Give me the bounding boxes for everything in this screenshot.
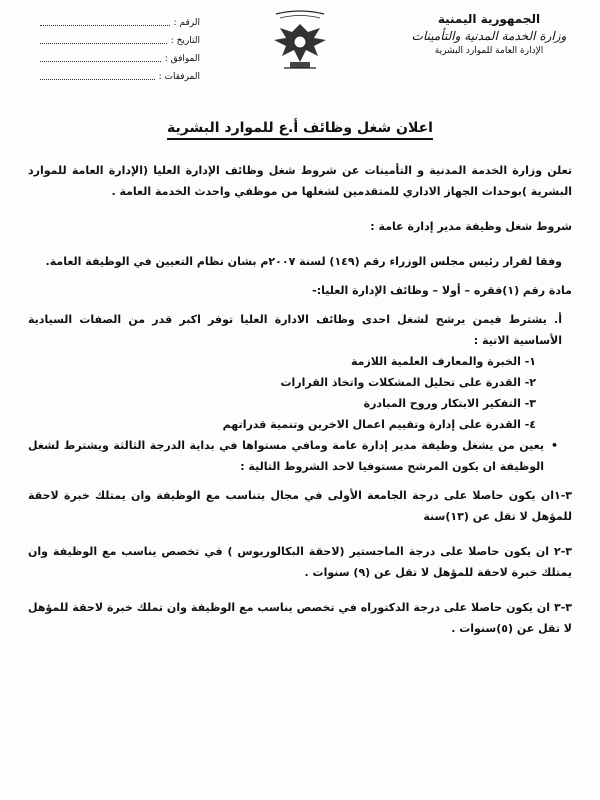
letterhead: [0, 0, 600, 100]
ref-corresponding-row: [40, 50, 200, 68]
country-name: الجمهورية اليمنية: [437, 12, 541, 26]
ref-corresponding-line: [40, 50, 161, 62]
ref-number-line: [40, 14, 170, 26]
appointment-bullet: • يعين من يشغل وظيفة مدير إدارة عامة ومافي مستواها في بداية الدرجة الثالثة ويشترط لشغل الوظيفة ان يكون المرشح مستوفيا لاحد الشروط التالية :: [28, 435, 572, 477]
quality-item: ٢- القدرة على تحليل المشكلات واتخاذ القرارات: [280, 376, 536, 389]
article-heading: مادة رقم (١)فقره – أولا – وظائف الإدارة العليا:-: [312, 284, 572, 297]
yemen-emblem-icon: [262, 6, 338, 76]
ref-date-line: [40, 32, 167, 44]
quality-item: ٣- التفكير الابتكار وروح المبادرة: [363, 397, 536, 410]
document-title: اعلان شغل وظائف أ.ع للموارد البشرية: [167, 120, 433, 140]
department-name: الإدارة العامة للموارد البشرية: [434, 46, 544, 56]
condition-item: ٣-١ان يكون حاصلا على درجة الجامعة الأولى في مجال يتناسب مع الوظيفة وان يمتلك خبرة لاحقة للمؤهل لا تقل عن (١٣)سنة: [28, 489, 572, 523]
condition-item: ٣-٢ ان يكون حاصلا على درجة الماجستير (لاحقة البكالوريوس ) في تخصص يناسب مع الوظيفة وان يمتلك خبرة لاحقة للمؤهل لا تقل عن (٩) سنوات .: [28, 545, 572, 579]
ref-number-label: الرقم :: [173, 18, 200, 28]
reference-fields: [40, 14, 200, 86]
ref-attachments-label: المرفقات :: [158, 72, 200, 82]
quality-item: ١- الخبرة والمعارف العلمية اللازمة: [350, 355, 536, 368]
decree-paragraph: وفقا لقرار رئيس مجلس الوزراء رقم (١٤٩) لسنة ٢٠٠٧م بشان نظام التعيين في الوظيفة العامة.: [45, 255, 562, 268]
condition-item: ٣-٣ ان يكون حاصلا على درجة الدكتوراه في تخصص يناسب مع الوظيفة وان تملك خبرة لاحقة للمؤهل لا تقل عن (٥)سنوات .: [28, 601, 572, 635]
ref-attachments-row: [40, 68, 200, 86]
quality-item: ٤- القدرة على إدارة وتقييم اعمال الاخرين وتنمية قدراتهم: [222, 418, 536, 431]
clause-a: أ. يشترط فيمن يرشح لشغل احدى وظائف الادارة العليا توفر اكبر قدر من الصفات السيادية الأساسية الاتية :: [28, 313, 562, 347]
ref-date-label: التاريخ :: [170, 36, 200, 46]
ministry-header: [404, 12, 574, 56]
document-body: [28, 160, 572, 639]
document-title-wrap: [0, 120, 600, 136]
ministry-name: وزارة الخدمة المدنية والتأمينات: [411, 29, 567, 43]
ref-corresponding-label: الموافق :: [164, 54, 200, 64]
ref-date-row: [40, 32, 200, 50]
ref-number-row: [40, 14, 200, 32]
ref-attachments-line: [40, 68, 155, 80]
intro-paragraph: تعلن وزارة الخدمة المدنية و التأمينات عن شروط شغل وظائف الإدارة العليا (الإدارة العامة للموارد البشرية )بوحدات الجهاز الاداري للمتقدمين لشغلها من موظفي واحدث الخدمة العامة .: [28, 164, 572, 198]
section-heading: شروط شغل وظيفة مدير إدارة عامة :: [370, 220, 572, 233]
